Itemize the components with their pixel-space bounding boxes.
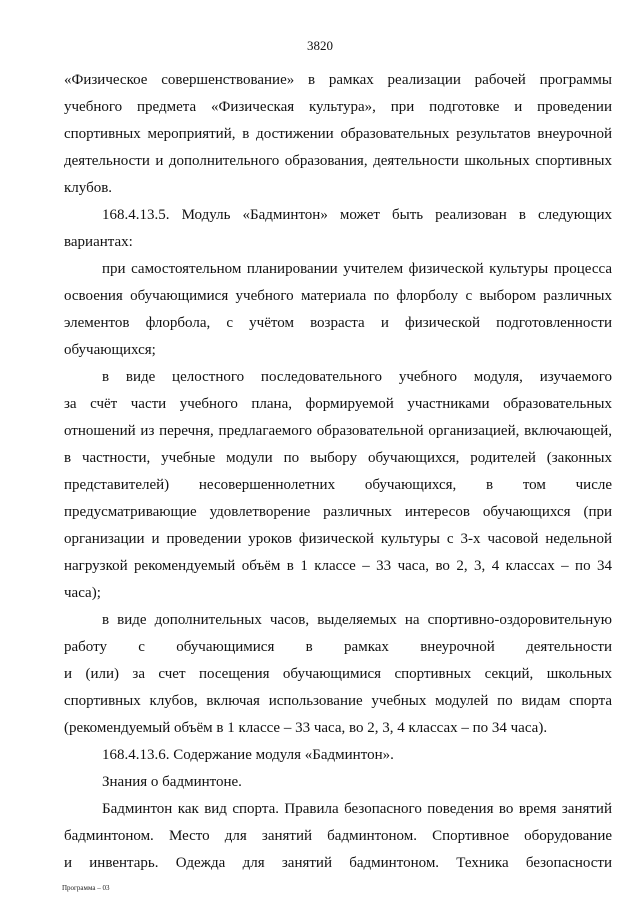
text-line-17: предусматривающие удовлетворение различных интересов обучающихся (при [64,504,612,520]
text-line-5: клубов. [64,180,113,196]
text-line-2: учебного предмета «Физическая культура», при подготовке и проведении [64,99,612,115]
text-line-15: в частности, учебные модули по выбору обучающихся, родителей (законных [64,450,612,466]
text-line-22: работу с обучающимися в рамках внеурочной деятельности [64,639,612,655]
text-line-3: спортивных мероприятий, в достижении образовательных результатов внеурочной [64,126,612,142]
text-line-19: нагрузкой рекомендуемый объём в 1 классе – 33 часа, во 2, 3, 4 классах – по 34 [64,558,612,574]
text-line-21: в виде дополнительных часов, выделяемых на спортивно-оздоровительную [102,612,612,628]
text-line-23: и (или) за счет посещения обучающимися спортивных секций, школьных [64,666,612,682]
text-line-6: 168.4.13.5. Модуль «Бадминтон» может быть реализован в следующих [102,207,612,223]
text-line-16: представителей) несовершеннолетних обучающихся, в том числе [64,477,612,493]
text-line-30: и инвентарь. Одежда для занятий бадминтоном. Техника безопасности [64,855,612,871]
text-line-4: деятельности и дополнительного образования, деятельности школьных спортивных [64,153,612,169]
text-line-25: (рекомендуемый объём в 1 классе – 33 часа, во 2, 3, 4 классах – по 34 часа). [64,720,548,736]
text-line-12: в виде целостного последовательного учебного модуля, изучаемого [102,369,612,385]
text-line-7: вариантах: [64,234,133,250]
text-line-10: элементов флорбола, с учётом возраста и физической подготовленности [64,315,612,331]
text-line-1: «Физическое совершенствование» в рамках реализации рабочей программы [64,72,612,88]
text-line-29: бадминтоном. Место для занятий бадминтоном. Спортивное оборудование [64,828,612,844]
text-line-8: при самостоятельном планировании учителем физической культуры процесса [102,261,612,277]
text-line-11: обучающихся; [64,342,156,358]
text-line-20: часа); [64,585,101,601]
text-line-28: Бадминтон как вид спорта. Правила безопасного поведения во время занятий [102,801,612,817]
footer-label: Программа – 03 [62,884,110,892]
text-line-18: организации и проведении уроков физической культуры с 3-х часовой недельной [64,531,612,547]
text-line-24: спортивных клубов, включая использование учебных модулей по видам спорта [64,693,612,709]
text-line-9: освоения обучающимися учебного материала по флорболу с выбором различных [64,288,612,304]
text-line-14: отношений из перечня, предлагаемого образовательной организацией, включающей, [64,423,612,439]
text-line-13: за счёт части учебного плана, формируемой участниками образовательных [64,396,612,412]
page-number: 3820 [307,38,333,53]
text-line-26: 168.4.13.6. Содержание модуля «Бадминтон». [102,747,394,763]
text-line-27: Знания о бадминтоне. [102,774,242,790]
